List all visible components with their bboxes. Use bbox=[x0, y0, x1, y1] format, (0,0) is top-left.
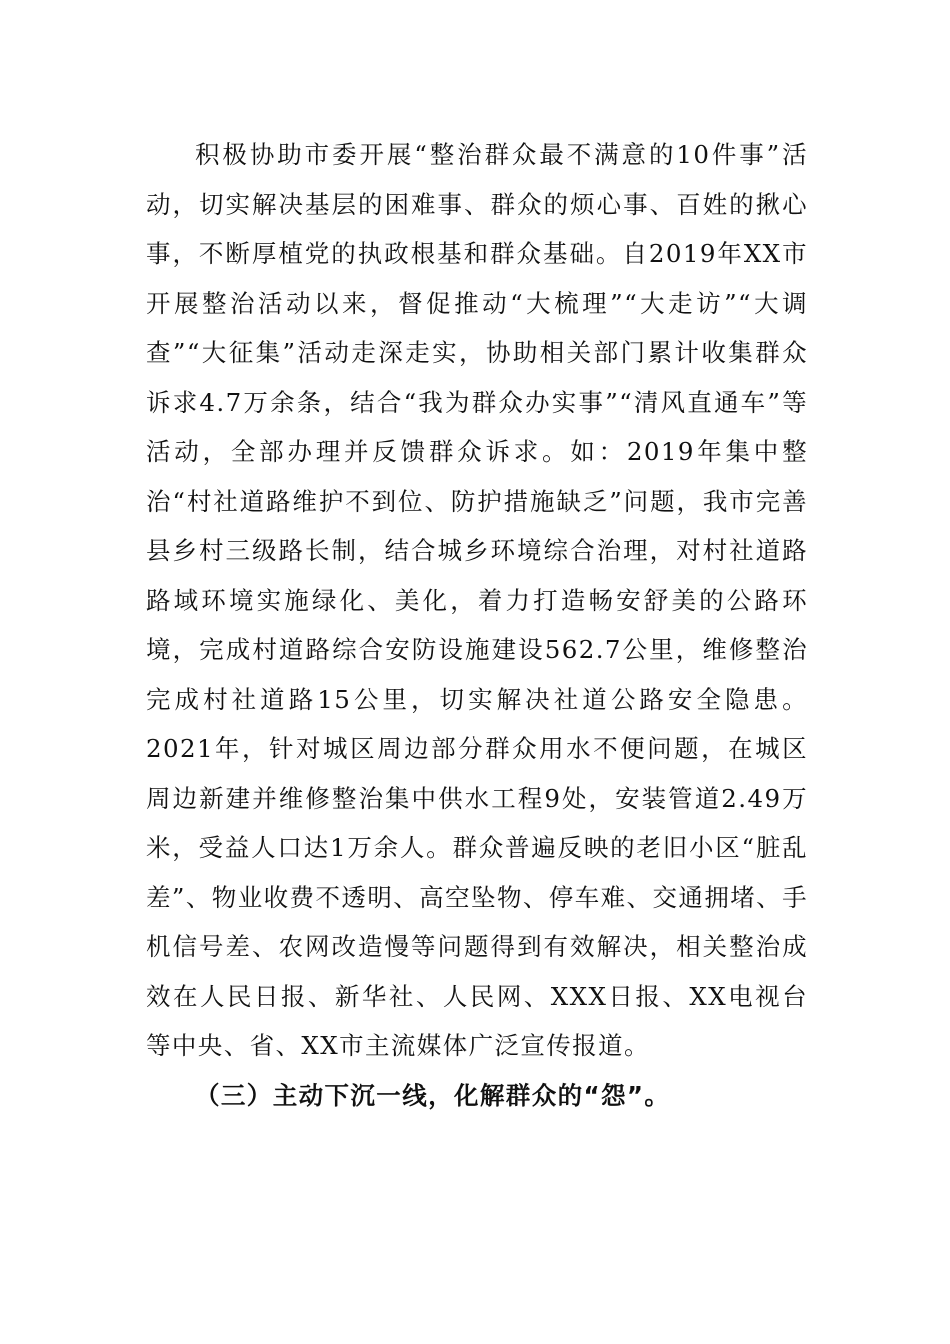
section-heading: （三）主动下沉一线，化解群众的“怨”。 bbox=[195, 1080, 671, 1110]
document-body bbox=[146, 130, 808, 1120]
body-paragraph: 积极协助市委开展“整治群众最不满意的10件事”活动，切实解决基层的困难事、群众的烦心事、百姓的揪心事，不断厚植党的执政根基和群众基础。自2019年XX市开展整治活动以来，督促推动“大梳理”“大走访”“大调查”“大征集”活动走深走实，协助相关部门累计收集群众诉求4.7万余条，结合“我为群众办实事”“清风直通车”等活动，全部办理并反馈群众诉求。如：2019年集中整治“村社道路维护不到位、防护措施缺乏”问题，我市完善县乡村三级路长制，结合城乡环境综合治理，对村社道路路域环境实施绿化、美化，着力打造畅安舒美的公路环境，完成村道路综合安防设施建设562.7公里，维修整治完成村社道路15公里，切实解决社道公路安全隐患。2021年，针对城区周边部分群众用水不便问题，在城区周边新建并维修整治集中供水工程9处，安装管道2.49万米，受益人口达1万余人。群众普遍反映的老旧小区“脏乱差”、物业收费不透明、高空坠物、停车难、交通拥堵、手机信号差、农网改造慢等问题得到有效解决，相关整治成效在人民日报、新华社、人民网、XXX日报、XX电视台等中央、省、XX市主流媒体广泛宣传报道。 bbox=[146, 140, 808, 1060]
